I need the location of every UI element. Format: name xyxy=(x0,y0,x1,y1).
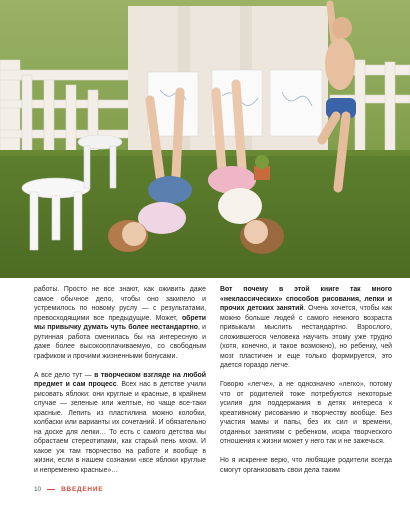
footer-divider xyxy=(47,489,55,490)
right-column xyxy=(220,285,392,477)
left-column xyxy=(34,285,206,477)
section-title: ВВЕДЕНИЕ xyxy=(61,485,104,493)
paragraph: А все дело тут — в творческом взгляде на любой предмет и сам процесс. Всех нас в детстве учили рисовать яблоки: они круглые и красные, в крайнем случае — зеленые или желтые, но чаще все-таки красные. Лепить из пластилина можно колобки, колбаски или варианты их сочетаний. И обязательно на доске для лепки… То есть с самого детства мы обрастаем стереотипами, как старый пень мхом. И какое уж там творчество на работе и вообще в жизни, если в нашем сознании «все яблоки круглые и непременно красные»… xyxy=(34,371,207,474)
paragraph: Но я искренне верю, что любящие родители всегда смогут организовать свои дела таким xyxy=(220,457,392,474)
body-text xyxy=(34,285,392,477)
page-footer xyxy=(34,484,103,494)
white-stool-left xyxy=(22,178,90,250)
paragraph: Говорю «легче», а не однозначно «легко», потому что от родителей тоже потребуются некоторые усилия для поддержания в детях интереса к креативному рисованию и творчеству вообще. Без участия мамы и папы, без их сил и времени, отданных занятиям с ребенком, искра творческого отношения к жизни может у него так и не зажечься. xyxy=(220,381,392,445)
page-number: 10 xyxy=(34,485,42,493)
paragraph: Вот почему в этой книге так много «некласcических» способов рисования, лепки и прочих детских занятий. Очень хочется, чтобы как можно больше людей с самого нежного возраста привыкали мыслить нестандартно. Взрослого, сложившегося человека научить этому уже трудно (хотя, конечно, и такое возможно), но ребенку, чей мозг пластичен и еще только формируется, это дается гораздо легче. xyxy=(220,286,392,369)
paragraph: работы. Просто не все знают, как оживить даже самое обычное дело, чтобы оно закипело и устремилось по новому руслу — с результатами, превосходящими все предыдущие. Может, обрети мы привычку думать чуть более нестандартно, и рутинная работа сменилась бы на интересную и даже более высокооплачиваемую, со свободным графиком и прочими жизненными бонусами. xyxy=(34,286,206,360)
foreground-lawn xyxy=(0,150,410,278)
flower-pot xyxy=(254,155,270,180)
